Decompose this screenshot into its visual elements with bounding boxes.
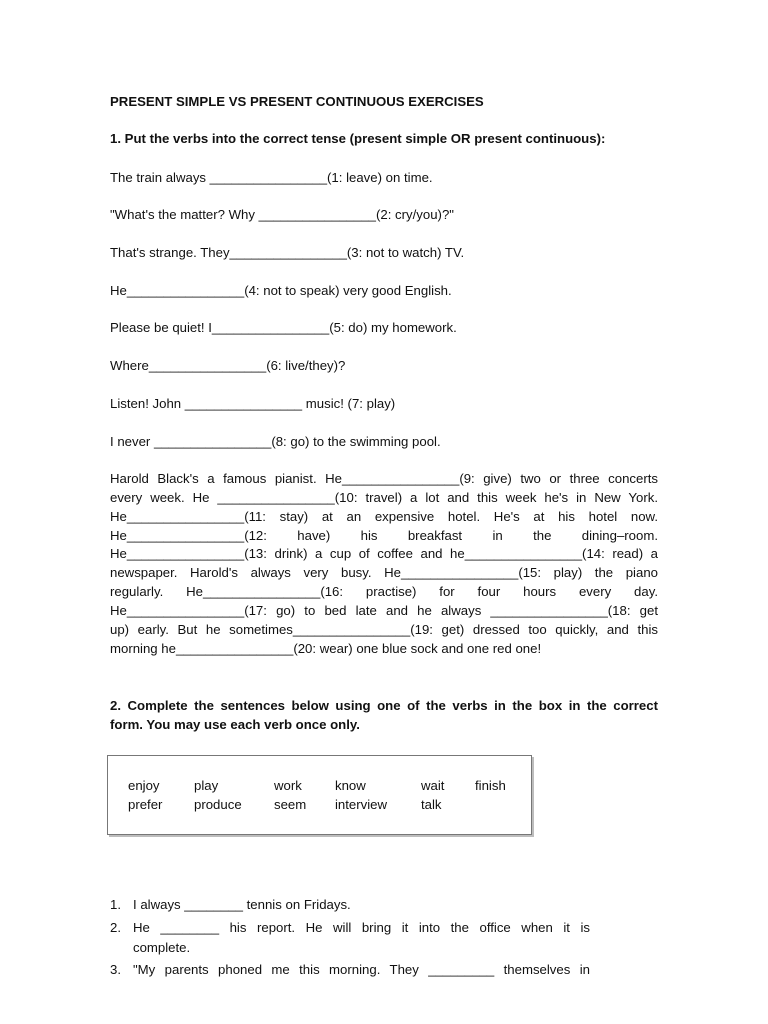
paragraph-line: Harold Black's a famous pianist. He________________(9: give) two or three concerts xyxy=(110,471,658,486)
exercise1-item: The train always ________________(1: leave) on time. xyxy=(110,170,433,185)
page-title: PRESENT SIMPLE VS PRESENT CONTINUOUS EXERCISES xyxy=(110,94,484,109)
verb-word: play xyxy=(194,778,219,793)
exercise1-item: That's strange. They________________(3: not to watch) TV. xyxy=(110,245,465,260)
verb-word: talk xyxy=(421,797,442,812)
verb-word: prefer xyxy=(128,797,163,812)
list-number: 1. xyxy=(110,897,121,912)
harold-paragraph xyxy=(110,470,658,658)
verb-word: know xyxy=(335,778,366,793)
paragraph-line: up) early. But he sometimes________________(19: get) dressed too quickly, and this xyxy=(110,621,658,637)
exercise1-item: He________________(4: not to speak) very good English. xyxy=(110,283,452,298)
verb-word: enjoy xyxy=(128,778,160,793)
verb-word: seem xyxy=(274,797,307,812)
list-text: complete. xyxy=(133,940,191,955)
exercise1-item: I never ________________(8: go) to the swimming pool. xyxy=(110,434,441,449)
list-number: 2. xyxy=(110,920,121,935)
list-text: He ________ his report. He will bring it into the office when it is xyxy=(133,920,590,935)
exercise1-item: "What's the matter? Why ________________(2: cry/you)?" xyxy=(110,207,454,222)
paragraph-line: He________________(11: stay) at an expensive hotel. He's at his hotel now. xyxy=(110,508,658,524)
heading-line: form. You may use each verb once only. xyxy=(110,716,360,732)
exercise1-item: Listen! John ________________ music! (7: play) xyxy=(110,396,396,411)
list-number: 3. xyxy=(110,962,121,977)
verb-word: produce xyxy=(194,797,242,812)
paragraph-line: regularly. He________________(16: practise) for four hours every day. xyxy=(110,584,658,600)
exercise1-item: Where________________(6: live/they)? xyxy=(110,358,346,373)
heading-line: 2. Complete the sentences below using one of the verbs in the box in the correct xyxy=(110,698,658,713)
verb-word: interview xyxy=(335,797,388,812)
verb-box xyxy=(107,755,532,835)
list-text: "My parents phoned me this morning. They _________ themselves in xyxy=(133,962,590,977)
paragraph-line: morning he________________(20: wear) one blue sock and one red one! xyxy=(110,640,542,656)
verb-word: wait xyxy=(421,778,445,793)
exercise1-item: Please be quiet! I________________(5: do) my homework. xyxy=(110,320,457,335)
paragraph-line: He________________(12: have) his breakfast in the dining–room. xyxy=(110,527,658,543)
list-text: I always ________ tennis on Fridays. xyxy=(133,897,351,912)
paragraph-line: every week. He ________________(10: travel) a lot and this week he's in New York. xyxy=(110,489,658,505)
exercise1-heading: 1. Put the verbs into the correct tense (present simple OR present continuous): xyxy=(110,131,606,146)
exercise2-heading xyxy=(110,697,658,735)
paragraph-line: He________________(17: go) to bed late and he always ________________(18: get xyxy=(110,602,658,618)
verb-word: finish xyxy=(475,778,506,793)
paragraph-line: He________________(13: drink) a cup of coffee and he________________(14: read) a xyxy=(110,546,658,562)
paragraph-line: newspaper. Harold's always very busy. He________________(15: play) the piano xyxy=(110,565,658,581)
verb-word: work xyxy=(274,778,302,793)
